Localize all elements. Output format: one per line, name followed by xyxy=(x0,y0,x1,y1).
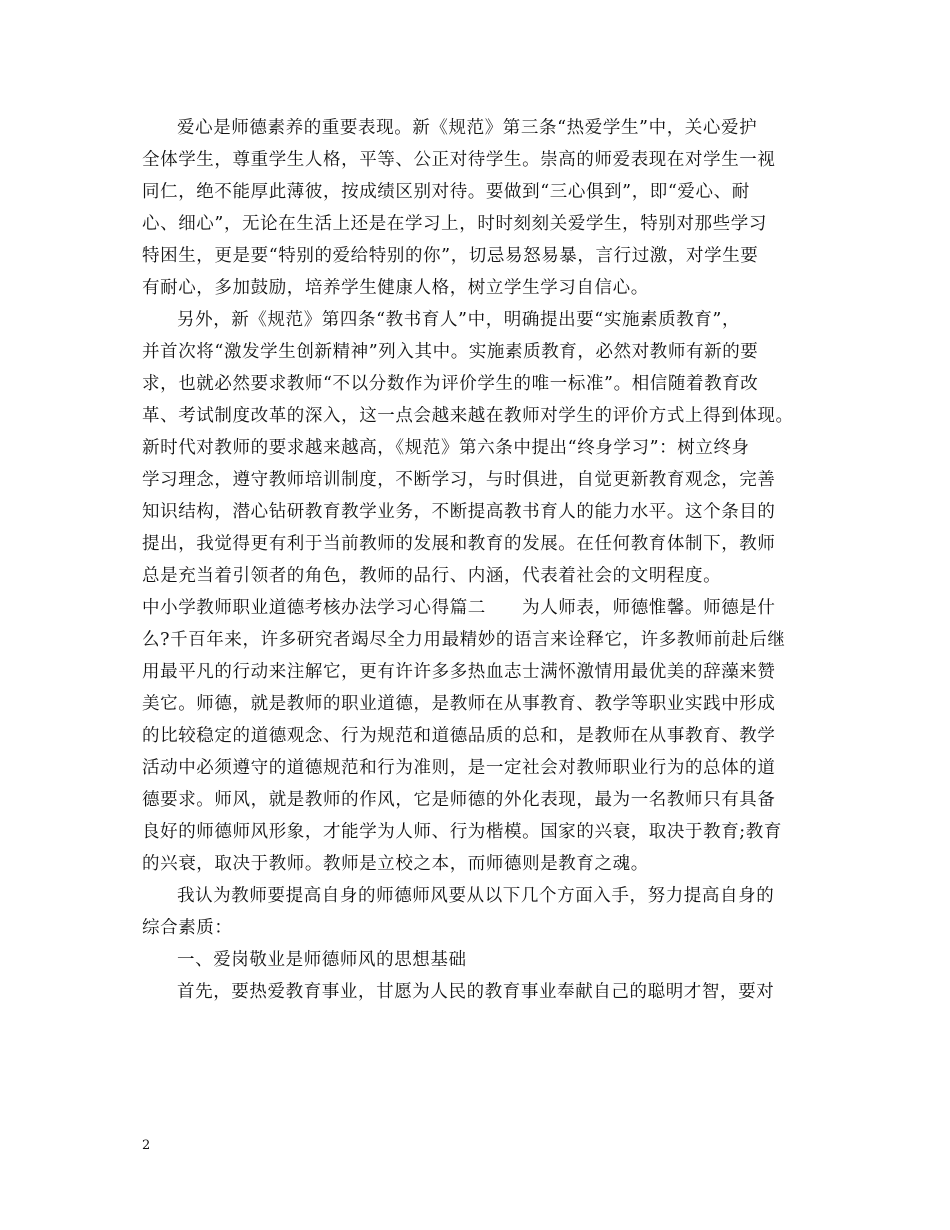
text-line: 综合素质： xyxy=(142,918,233,938)
text-line: 有耐心，多加鼓励，培养学生健康人格，树立学生学习自信心。 xyxy=(142,278,649,298)
text-line: 同仁，绝不能厚此薄彼，按成绩区别对待。要做到“三心俱到”，即“爱心、耐 xyxy=(142,182,750,202)
text-line: 中小学教师职业道德考核办法学习心得篇二 为人师表，师德惟馨。师德是什 xyxy=(142,598,776,618)
text-line: 提出，我觉得更有利于当前教师的发展和教育的发展。在任何教育体制下，教师 xyxy=(142,534,776,554)
text-line: 良好的师德师风形象，才能学为人师、行为楷模。国家的兴衰，取决于教育;教育 xyxy=(142,822,782,842)
text-line: 并首次将“激发学生创新精神”列入其中。实施素质教育，必然对教师有新的要 xyxy=(142,342,759,362)
text-line: 我认为教师要提高自身的师德师风要从以下几个方面入手，努力提高自身的 xyxy=(177,886,775,906)
text-line: 德要求。师风，就是教师的作风，它是师德的外化表现，最为一名教师只有具备 xyxy=(142,790,776,810)
text-line: 的兴衰，取决于教师。教师是立校之本，而师德则是教育之魂。 xyxy=(142,854,649,874)
text-line: 一、爱岗敬业是师德师风的思想基础 xyxy=(177,950,467,970)
text-line: 的比较稳定的道德观念、行为规范和道德品质的总和，是教师在从事教育、教学 xyxy=(142,726,776,746)
text-line: 求，也就必然要求教师“不以分数作为评价学生的唯一标准”。相信随着教育改 xyxy=(142,374,759,394)
document-body xyxy=(142,112,822,1008)
text-line: 用最平凡的行动来注解它，更有许许多多热血志士满怀激情用最优美的辞藻来赞 xyxy=(142,662,776,682)
text-line: 知识结构，潜心钻研教育教学业务，不断提高教书育人的能力水平。这个条目的 xyxy=(142,502,776,522)
page-number: 2 xyxy=(142,1138,151,1153)
text-line: 么?千百年来，许多研究者竭尽全力用最精妙的语言来诠释它，许多教师前赴后继 xyxy=(142,630,786,650)
text-line: 活动中必须遵守的道德规范和行为准则，是一定社会对教师职业行为的总体的道 xyxy=(142,758,776,778)
text-line: 学习理念，遵守教师培训制度，不断学习，与时俱进，自觉更新教育观念，完善 xyxy=(142,470,776,490)
text-line: 爱心是师德素养的重要表现。新《规范》第三条“热爱学生”中，关心爱护 xyxy=(177,118,758,138)
text-line: 新时代对教师的要求越来越高，《规范》第六条中提出“终身学习”：树立终身 xyxy=(142,438,750,458)
text-line: 全体学生，尊重学生人格，平等、公正对待学生。崇高的师爱表现在对学生一视 xyxy=(142,150,776,170)
text-line: 另外，新《规范》第四条“教书育人”中，明确提出要“实施素质教育”， xyxy=(177,310,741,330)
text-line: 特困生，更是要“特别的爱给特别的你”，切忌易怒易暴，言行过激，对学生要 xyxy=(142,246,759,266)
text-line: 心、细心”，无论在生活上还是在学习上，时时刻刻关爱学生，特别对那些学习 xyxy=(142,214,767,234)
text-line: 美它。师德，就是教师的职业道德，是教师在从事教育、教学等职业实践中形成 xyxy=(142,694,776,714)
text-line: 首先，要热爱教育事业，甘愿为人民的教育事业奉献自己的聪明才智，要对 xyxy=(177,982,775,1002)
text-line: 革、考试制度改革的深入，这一点会越来越在教师对学生的评价方式上得到体现。 xyxy=(142,406,794,426)
text-line: 总是充当着引领者的角色，教师的品行、内涵，代表着社会的文明程度。 xyxy=(142,566,722,586)
